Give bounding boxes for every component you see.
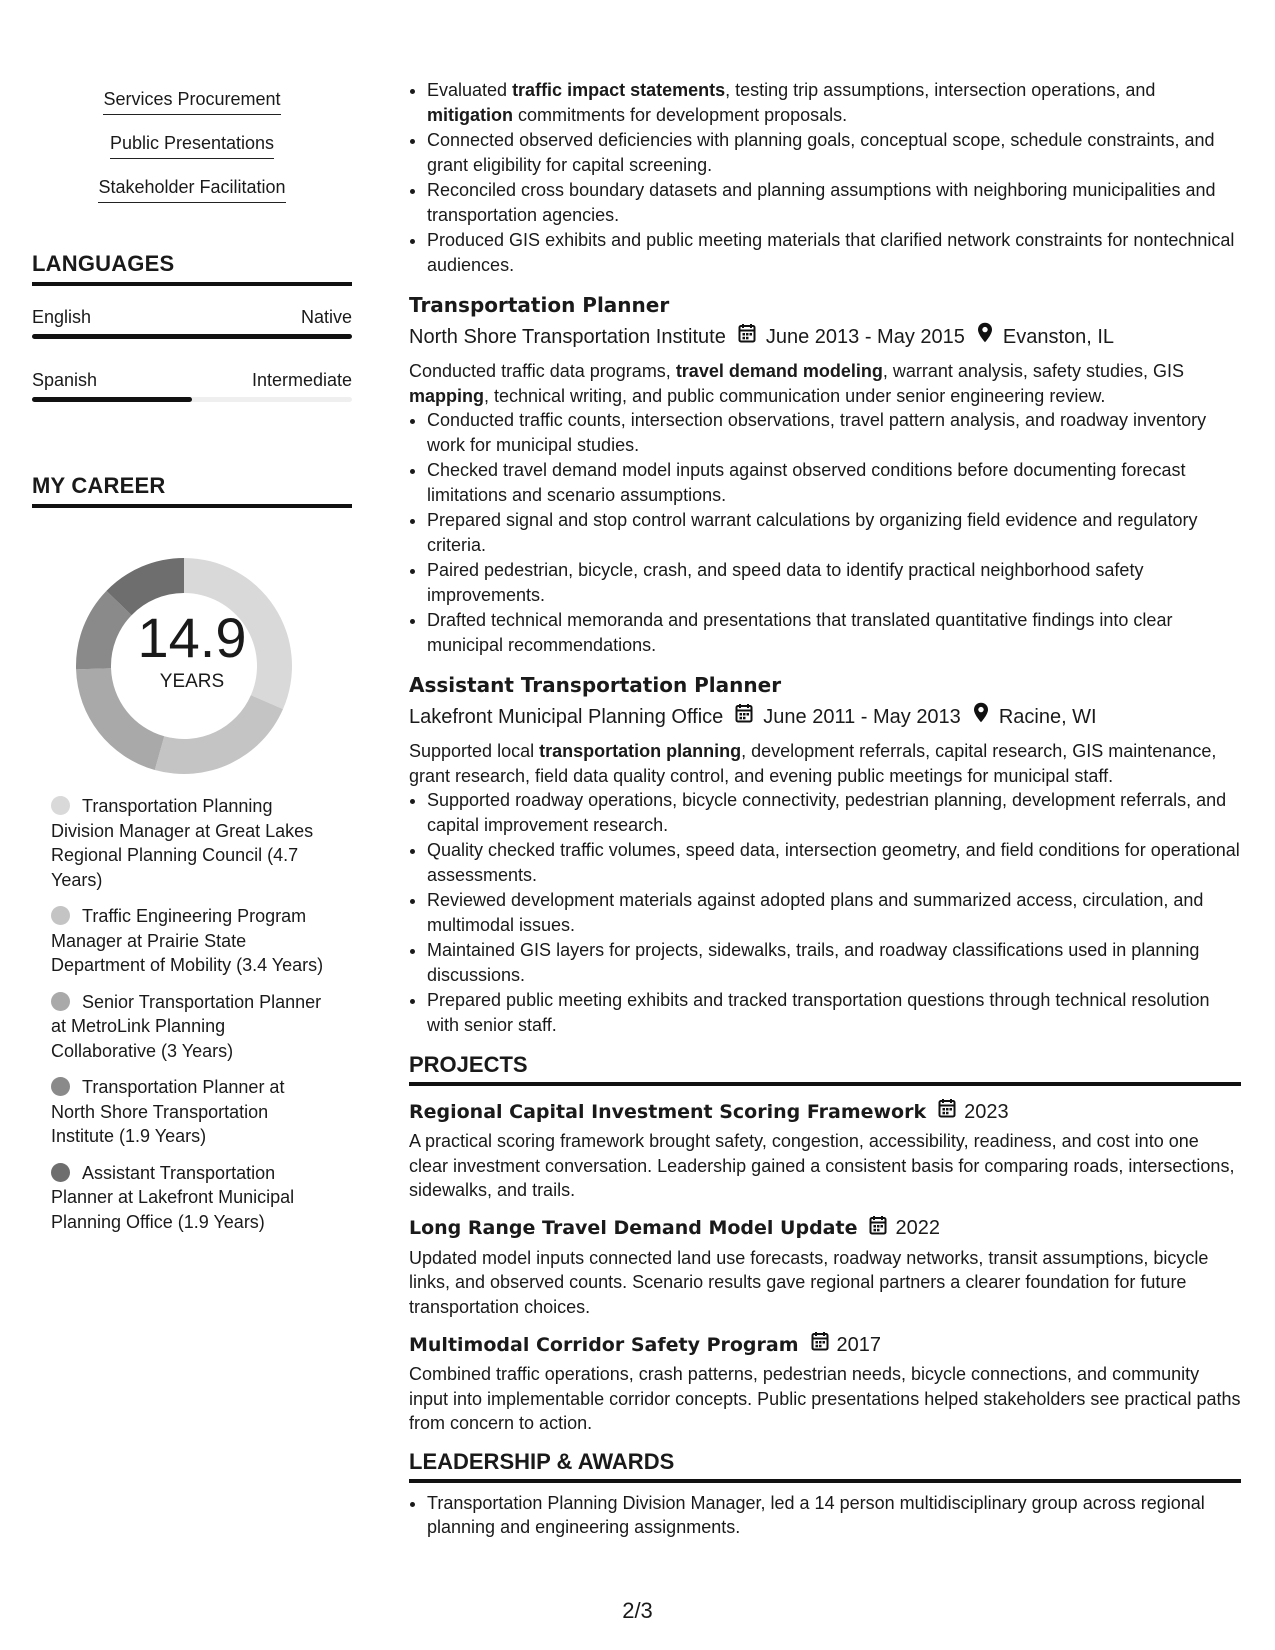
project-name: Regional Capital Investment Scoring Framework xyxy=(409,1100,927,1123)
job-summary xyxy=(409,359,1241,408)
project-header xyxy=(409,1331,1241,1358)
bullet-item: • Reviewed development materials against adopted plans and summarized access, circulation, and multimodal issues. xyxy=(427,888,1241,937)
language-row xyxy=(32,369,352,391)
languages-section xyxy=(32,250,352,402)
job-bullets xyxy=(409,788,1241,1037)
summary-keyword: transportation planning xyxy=(539,741,742,761)
leadership-heading: LEADERSHIP & AWARDS xyxy=(409,1448,1241,1483)
languages-heading: LANGUAGES xyxy=(32,250,352,286)
project-name: Multimodal Corridor Safety Program xyxy=(409,1333,799,1356)
language-level: Native xyxy=(300,307,352,327)
calendar-icon xyxy=(938,1098,956,1125)
language-level-bar xyxy=(32,334,352,339)
job-summary xyxy=(409,739,1241,788)
language-level-fill xyxy=(32,397,192,402)
bullet-item: • Connected observed deficiencies with planning goals, conceptual scope, schedule constraints, and grant eligibility for capital screening. xyxy=(427,128,1241,177)
career-legend-label: Senior Transportation Planner at MetroLink Planning Collaborative (3 Years) xyxy=(51,991,322,1061)
summary-text: Conducted traffic data programs, xyxy=(409,361,676,381)
summary-keyword: travel demand modeling xyxy=(675,361,883,381)
legend-dot xyxy=(51,906,70,925)
job-dates: June 2011 - May 2013 xyxy=(763,705,961,728)
job-meta xyxy=(409,702,1241,731)
skill-tag: Stakeholder Facilitation xyxy=(98,175,285,203)
sidebar xyxy=(32,80,352,1246)
location-pin-icon xyxy=(977,322,993,351)
job-location: Racine, WI xyxy=(998,705,1097,728)
project-description: Updated model inputs connected land use forecasts, roadway networks, transit assumptions, bicycle links, and observed counts. Scenario results gave regional partners a clearer foundation for future transportation choices. xyxy=(409,1247,1209,1317)
skills-list xyxy=(32,80,352,212)
bullet-item: • Maintained GIS layers for projects, sidewalks, trails, and roadway classifications used in planning discussions. xyxy=(427,938,1241,987)
donut-center xyxy=(32,608,352,694)
bullet-item: • Drafted technical memoranda and presentations that translated quantitative findings into clear municipal recommendations. xyxy=(427,608,1241,657)
donut-segment xyxy=(155,695,283,774)
career-legend-label: Assistant Transportation Planner at Lakefront Municipal Planning Office (1.9 Years) xyxy=(51,1162,295,1232)
language-level-bar xyxy=(32,397,352,402)
job-org: North Shore Transportation Institute xyxy=(409,325,726,348)
calendar-icon xyxy=(735,703,753,731)
career-legend-item xyxy=(51,904,331,978)
bullet-text: , testing trip assumptions, intersection operations, and xyxy=(725,80,1156,100)
job-bullets xyxy=(409,408,1241,657)
job-title: Transportation Planner xyxy=(409,293,670,317)
bullet-item: • Prepared public meeting exhibits and tracked transportation questions through technical resolution with senior staff. xyxy=(427,988,1241,1037)
job-entry xyxy=(409,291,1241,657)
location-pin-icon xyxy=(973,702,989,731)
bullet-item: • Reconciled cross boundary datasets and planning assumptions with neighboring municipalities and transportation agencies. xyxy=(427,178,1241,227)
project-year: 2022 xyxy=(895,1217,940,1239)
legend-dot xyxy=(51,1077,70,1096)
bullet-item: • Produced GIS exhibits and public meeting materials that clarified network constraints for nontechnical audiences. xyxy=(427,228,1241,277)
job-org: Lakefront Municipal Planning Office xyxy=(409,705,724,728)
legend-dot xyxy=(51,992,70,1011)
language-name: Spanish xyxy=(32,370,98,390)
language-level: Intermediate xyxy=(251,370,352,390)
job-dates: June 2013 - May 2015 xyxy=(765,325,965,348)
bullet-text: Evaluated xyxy=(427,80,513,100)
legend-dot xyxy=(51,1163,70,1182)
summary-text: Supported local xyxy=(409,741,540,761)
project-header xyxy=(409,1215,1241,1242)
career-legend-label: Traffic Engineering Program Manager at Prairie State Department of Mobility (3.4 Years) xyxy=(51,906,324,975)
career-donut-chart xyxy=(32,538,352,778)
project-year: 2017 xyxy=(836,1333,882,1356)
legend-dot xyxy=(51,796,70,815)
job-meta xyxy=(409,322,1241,351)
language-name: English xyxy=(32,307,92,327)
project-entry xyxy=(409,1098,1241,1203)
career-legend xyxy=(32,794,331,1234)
bullet-item: • Paired pedestrian, bicycle, crash, and speed data to identify practical neighborhood safety improvements. xyxy=(427,558,1241,607)
leadership-bullets xyxy=(409,1491,1241,1540)
main-content xyxy=(409,78,1241,1541)
career-legend-item xyxy=(51,990,331,1064)
bullet-item: • Conducted traffic counts, intersection observations, travel pattern analysis, and roadway inventory work for municipal studies. xyxy=(427,408,1241,457)
bullet-keyword: mitigation xyxy=(427,104,513,125)
project-header xyxy=(409,1098,1241,1125)
bullet-keyword: traffic impact statements xyxy=(512,80,726,100)
skill-tag: Services Procurement xyxy=(103,87,280,115)
job-entry xyxy=(409,671,1241,1037)
project-entry xyxy=(409,1331,1241,1436)
career-heading: MY CAREER xyxy=(32,472,352,508)
job-location: Evanston, IL xyxy=(1002,325,1115,348)
projects-heading: PROJECTS xyxy=(409,1051,1241,1086)
summary-keyword: mapping xyxy=(409,385,484,406)
page-number: 2/3 xyxy=(622,1598,653,1623)
prior-role-bullets xyxy=(409,78,1241,277)
job-title: Assistant Transportation Planner xyxy=(409,673,782,697)
project-description: A practical scoring framework brought safety, congestion, accessibility, readiness, and cost into one clear investment conversation. Leadership gained a consistent basis for comparing roads, intersections, sidewalks, and trails. xyxy=(409,1131,1235,1200)
career-total-years: 14.9 xyxy=(137,606,247,669)
career-section xyxy=(32,472,352,1234)
project-year: 2023 xyxy=(964,1100,1009,1123)
summary-text: , warrant analysis, safety studies, GIS xyxy=(882,361,1184,381)
career-legend-label: Transportation Planner at North Shore Transportation Institute (1.9 Years) xyxy=(51,1077,285,1146)
bullet-item: • Transportation Planning Division Manager, led a 14 person multidisciplinary group across regional planning and engineering assignments. xyxy=(427,1491,1241,1540)
bullet-text: commitments for development proposals. xyxy=(513,104,848,125)
language-level-fill xyxy=(32,334,352,339)
career-legend-item xyxy=(51,794,331,892)
bullet-item: • Prepared signal and stop control warrant calculations by organizing field evidence and regulatory criteria. xyxy=(427,508,1241,557)
project-description: Combined traffic operations, crash patterns, pedestrian needs, bicycle connections, and community input into implementable corridor concepts. Public presentations helped stakeholders see practical paths from concern to action. xyxy=(409,1364,1241,1433)
language-row xyxy=(32,306,352,328)
calendar-icon xyxy=(811,1331,829,1358)
project-name: Long Range Travel Demand Model Update xyxy=(409,1217,858,1239)
bullet-item: • Quality checked traffic volumes, speed data, intersection geometry, and field conditions for operational assessments. xyxy=(427,838,1241,887)
bullet-item: • Checked travel demand model inputs against observed conditions before documenting forecast limitations and scenario assumptions. xyxy=(427,458,1241,507)
career-legend-item xyxy=(51,1075,331,1149)
career-total-unit: YEARS xyxy=(159,671,225,692)
calendar-icon xyxy=(869,1215,887,1242)
bullet-item xyxy=(427,78,1241,127)
skill-tag: Public Presentations xyxy=(110,131,274,159)
bullet-item: • Supported roadway operations, bicycle connectivity, pedestrian planning, development referrals, and capital improvement research. xyxy=(427,788,1241,837)
career-legend-item xyxy=(51,1161,331,1235)
project-entry xyxy=(409,1215,1241,1320)
calendar-icon xyxy=(738,323,756,351)
career-legend-label: Transportation Planning Division Manager at Great Lakes Regional Planning Council (4.7 Years) xyxy=(51,796,314,890)
summary-text: , technical writing, and public communication under senior engineering review. xyxy=(484,385,1106,406)
summary-text: , development referrals, capital research, GIS maintenance, grant research, field data quality control, and evening public meetings for municipal staff. xyxy=(409,741,1217,786)
